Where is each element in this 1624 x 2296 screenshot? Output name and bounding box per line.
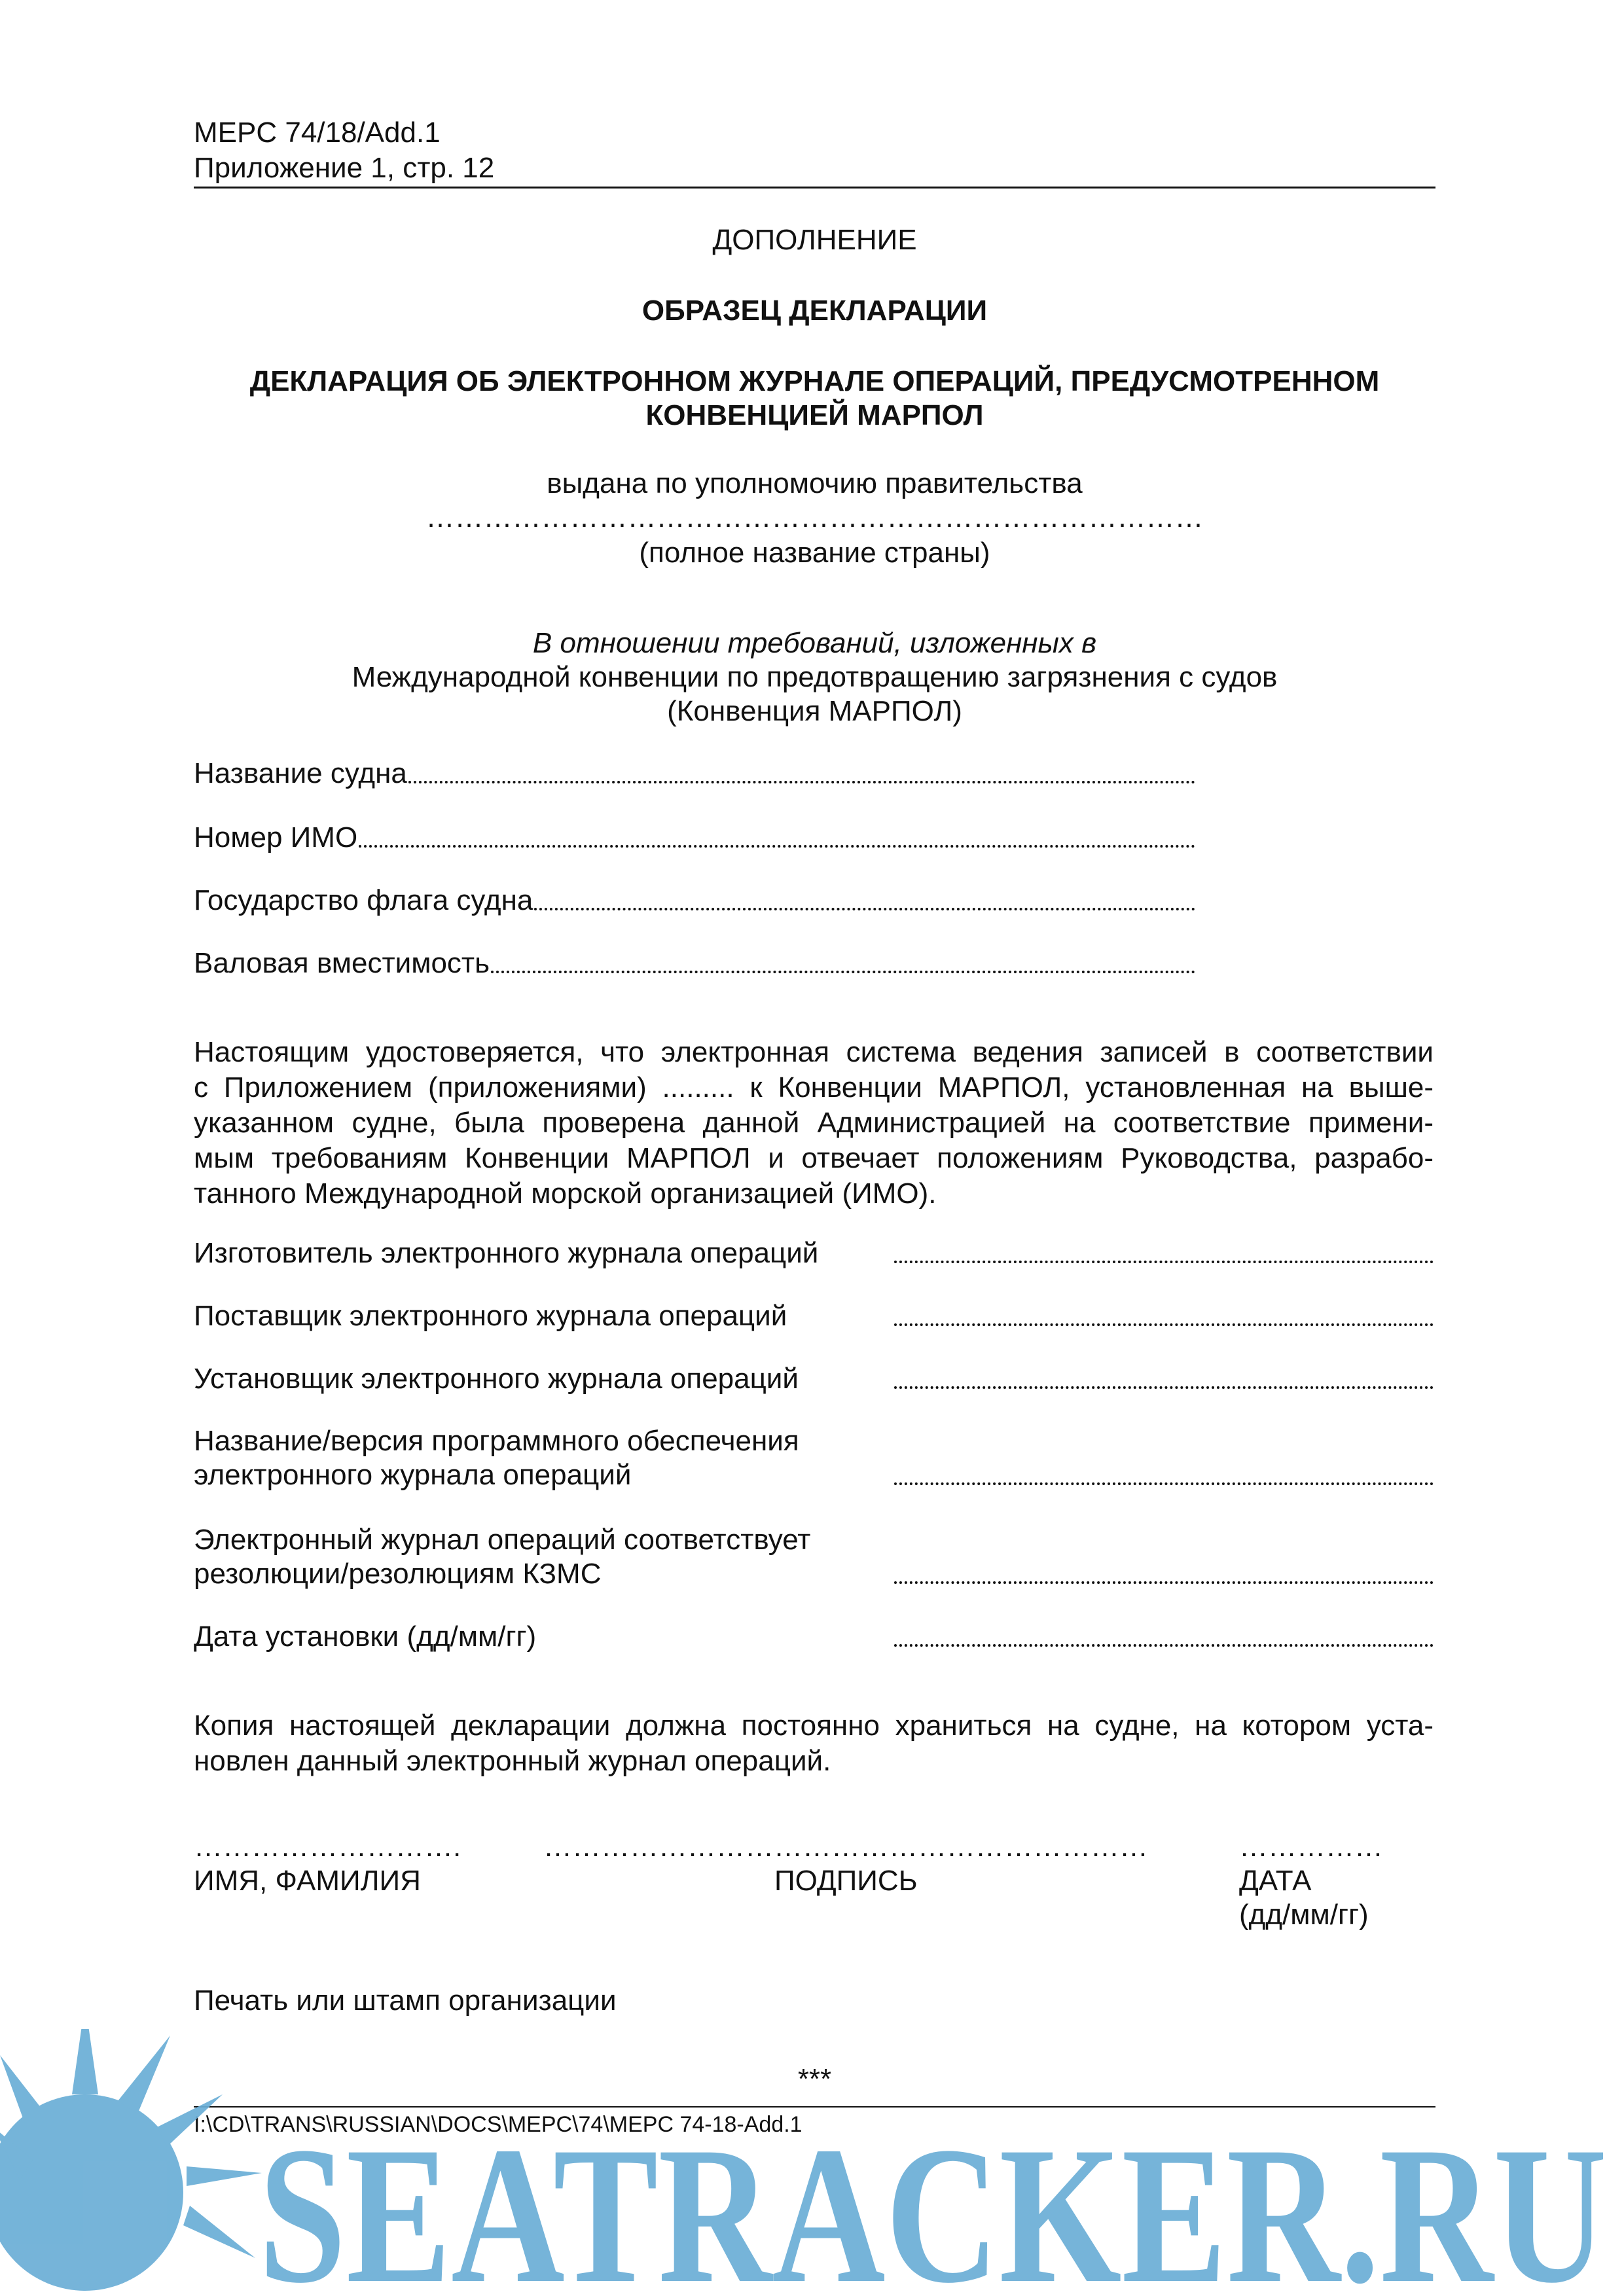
signature-label: ПОДПИСЬ: [774, 1865, 918, 1897]
field-label: Валовая вместимость: [194, 947, 490, 979]
appendix-heading: ДОПОЛНЕНИЕ: [712, 224, 917, 256]
field-gross-tonnage: [194, 946, 1195, 981]
fill-in-line[interactable]: [894, 1261, 1434, 1263]
signature-dotted-line[interactable]: ………………………………………………………: [543, 1831, 1148, 1863]
header-rule: [194, 187, 1435, 188]
copy-note: [194, 1708, 1434, 1779]
field-flag-state: [194, 883, 1195, 918]
field-supplier-label: Поставщик электронного журнала операций: [194, 1300, 787, 1332]
field-installer-label: Установщик электронного журнала операций: [194, 1363, 799, 1395]
field-resolution-label-line1: Электронный журнал операций соответствует: [194, 1524, 811, 1556]
declaration-title-line2: КОНВЕНЦИЕЙ МАРПОЛ: [645, 399, 984, 431]
copy-note-line: Копия настоящей декларации должна постоянно храниться на судне, на котором уста-: [194, 1710, 1434, 1742]
end-mark: ***: [797, 2063, 832, 2095]
fill-in-line[interactable]: [894, 1581, 1434, 1584]
date-format: (дд/мм/гг): [1239, 1899, 1369, 1931]
fill-in-line[interactable]: [359, 845, 1195, 848]
fill-in-line[interactable]: [491, 971, 1195, 973]
seal-text: Печать или штамп организации: [194, 1984, 617, 2017]
field-imo-number: [194, 820, 1195, 855]
footer-path: I:\CD\TRANS\RUSSIAN\DOCS\MEPC\74\MEPC 74-18-Add.1: [194, 2112, 803, 2137]
fill-in-line[interactable]: [408, 781, 1195, 783]
annex-page: Приложение 1, стр. 12: [194, 152, 495, 184]
name-dotted-line[interactable]: ……………………….: [194, 1831, 461, 1863]
country-dotted-line: ………………………………………………………………………: [425, 501, 1204, 533]
fill-in-line[interactable]: [534, 908, 1195, 910]
field-resolution-label-line2: резолюции/резолюциям КЗМС: [194, 1558, 602, 1590]
copy-note-line: новлен данный электронный журнал операций.: [194, 1745, 831, 1777]
fill-in-line[interactable]: [894, 1644, 1434, 1647]
country-caption: (полное название страны): [639, 537, 990, 569]
name-label: ИМЯ, ФАМИЛИЯ: [194, 1865, 421, 1897]
field-label: Номер ИМО: [194, 821, 358, 853]
field-manufacturer-label: Изготовитель электронного журнала операций: [194, 1237, 819, 1269]
certification-line: танного Международной морской организацией (ИМО).: [194, 1177, 937, 1210]
field-label: Государство флага судна: [194, 884, 533, 916]
convention-intro: В отношении требований, изложенных в: [532, 627, 1097, 659]
sunburst-icon: [0, 2029, 262, 2291]
watermark-text: SEATRACKER.RU: [259, 2106, 1607, 2296]
fill-in-line[interactable]: [894, 1482, 1434, 1485]
certification-line: указанном судне, была проверена данной Администрацией на соответствие примени-: [194, 1107, 1434, 1139]
date-dotted-line[interactable]: ……………: [1239, 1831, 1383, 1863]
issued-by-text: выдана по уполномочию правительства: [547, 467, 1083, 499]
fill-in-line[interactable]: [894, 1323, 1434, 1326]
watermark: [0, 2029, 1624, 2296]
field-software-label-line2: электронного журнала операций: [194, 1459, 632, 1491]
date-label: ДАТА: [1239, 1865, 1312, 1897]
form-title: ОБРАЗЕЦ ДЕКЛАРАЦИИ: [641, 295, 988, 327]
certification-line: мым требованиям Конвенции МАРПОЛ и отвечает положениям Руководства, разрабо-: [194, 1142, 1434, 1174]
certification-line: Настоящим удостоверяется, что электронная система ведения записей в соответствии: [194, 1036, 1434, 1068]
fill-in-line[interactable]: [894, 1386, 1434, 1389]
field-label: Название судна: [194, 757, 407, 789]
field-ship-name: [194, 756, 1195, 791]
certification-line: с Приложением (приложениями) ......... к Конвенции МАРПОЛ, установленная на выше-: [194, 1071, 1434, 1103]
doc-code: MEPC 74/18/Add.1: [194, 117, 441, 149]
declaration-title-line1: ДЕКЛАРАЦИЯ ОБ ЭЛЕКТРОННОМ ЖУРНАЛЕ ОПЕРАЦИЙ, ПРЕДУСМОТРЕННОМ: [249, 365, 1380, 397]
certification-paragraph: [194, 1035, 1434, 1211]
convention-name: Международной конвенции по предотвращению загрязнения с судов: [352, 661, 1278, 693]
field-install-date-label: Дата установки (дд/мм/гг): [194, 1621, 537, 1653]
field-software-label-line1: Название/версия программного обеспечения: [194, 1425, 799, 1457]
convention-short: (Конвенция МАРПОЛ): [667, 695, 962, 727]
